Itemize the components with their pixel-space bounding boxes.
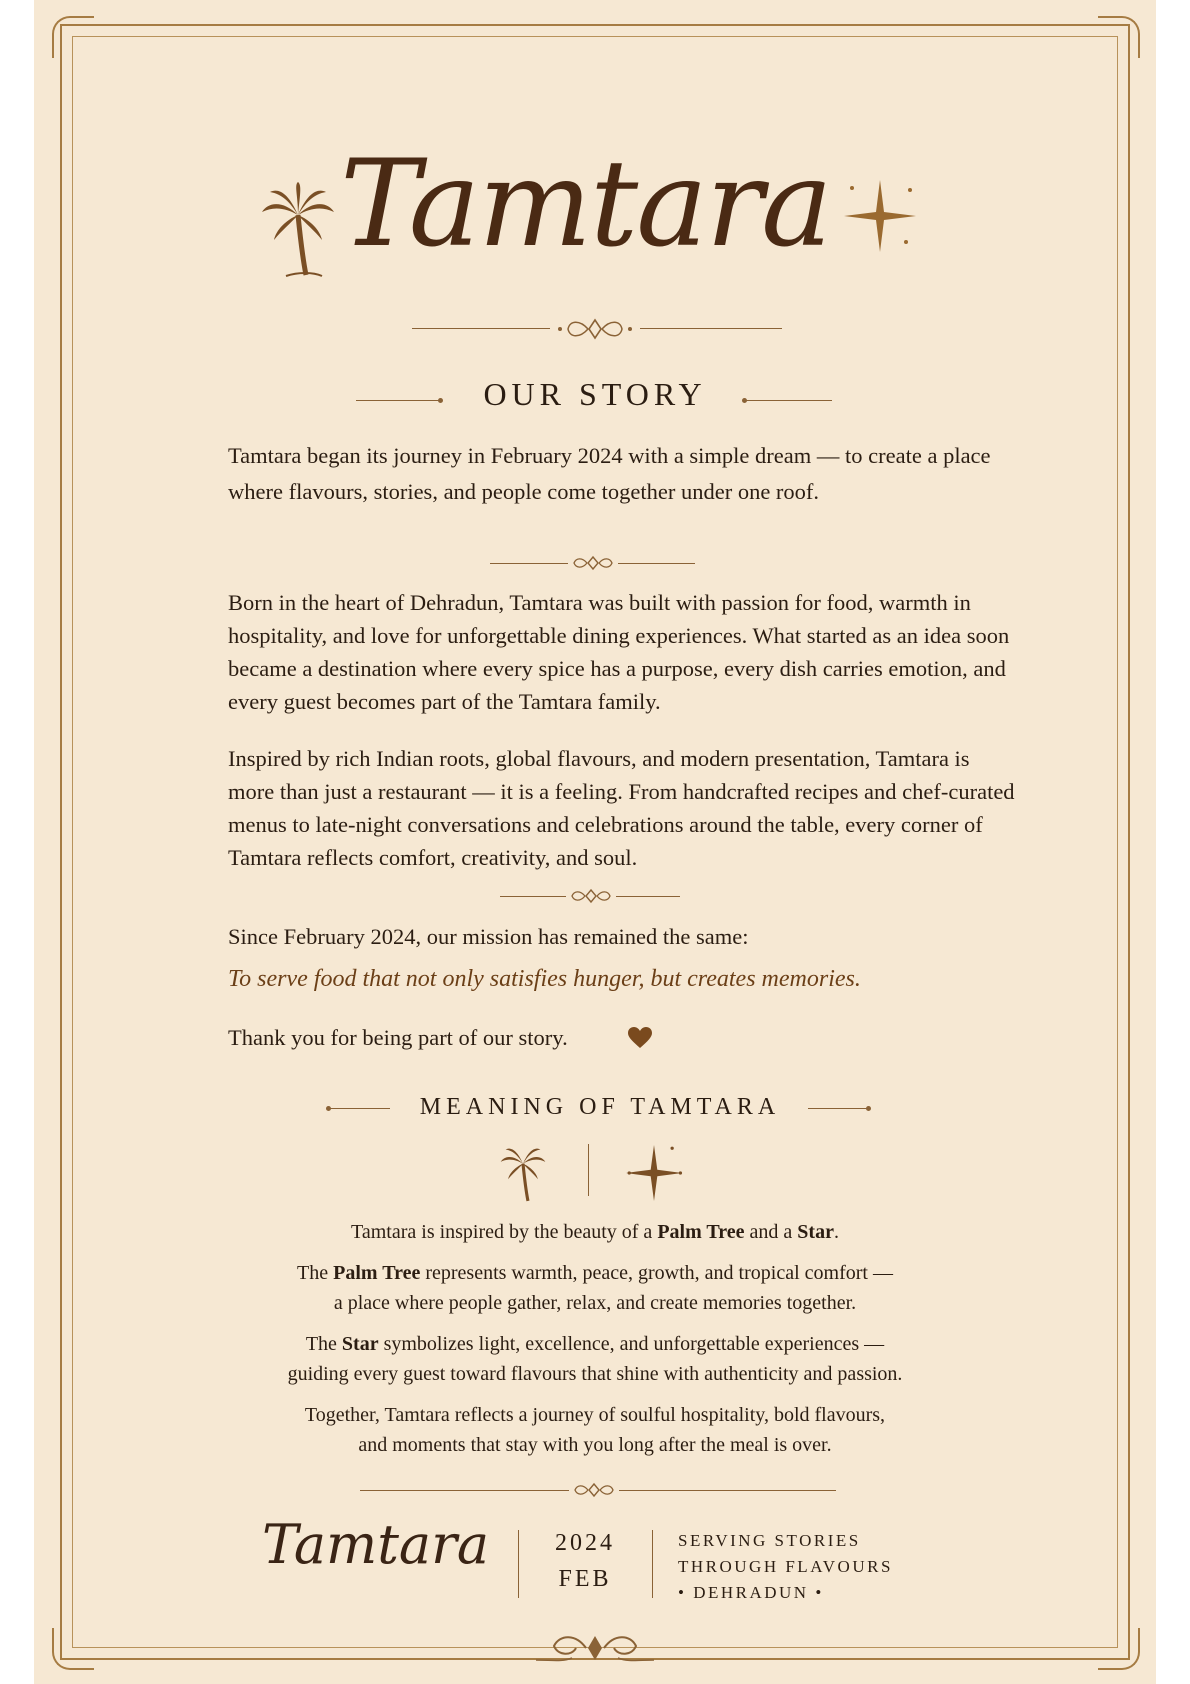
meaning-text: represents warmth, peace, growth, and tropical comfort — [420,1262,893,1284]
meaning-intro [200,1217,990,1247]
footer-tagline [678,1528,938,1606]
flourish-ornament-icon [566,1481,622,1499]
meaning-text: symbolizes light, excellence, and unforgettable experiences — [378,1333,885,1355]
mission-intro: Since February 2024, our mission has remained the same: [228,924,749,949]
heading-rule-left [356,400,442,401]
heading-rule-dot [866,1106,871,1111]
tagline-line: • DEHRADUN • [678,1583,824,1602]
story-paragraph: Born in the heart of Dehradun, Tamtara was built with passion for food, warmth in hospitality, and love for unforgettable dining experiences. What started as an idea soon became a destination where every spice has a purpose, every dish carries emotion, and every guest becomes part of the Tamtara family. [228,590,1010,714]
meaning-text: . [833,1221,839,1243]
flourish-ornament-icon [550,316,640,342]
meaning-bold: Palm Tree [657,1221,745,1243]
meaning-text: The [305,1333,342,1355]
meaning-heading: MEANING OF TAMTARA [419,1094,781,1120]
flourish-ornament-icon [566,887,616,905]
flourish-ornament-icon [532,1630,658,1666]
meaning-text: The [297,1262,334,1284]
palm-tree-icon [498,1142,548,1204]
corner-ornament [52,16,94,58]
flourish-ornament-icon [568,554,618,572]
thanks-text [228,1021,568,1054]
meaning-text: and a [744,1221,798,1243]
palm-tree-icon [258,180,338,280]
together-meaning [200,1400,990,1460]
meaning-bold: Star [341,1333,379,1355]
corner-ornament [1098,1628,1140,1670]
icon-separator [588,1144,589,1196]
meaning-text: Tamtara is inspired by the beauty of a [351,1221,658,1243]
meaning-bold: Palm Tree [333,1262,421,1284]
corner-ornament [52,1628,94,1670]
brand-title: Tamtara [340,135,831,274]
mission-statement: To serve food that not only satisfies hunger, but creates memories. [228,966,861,992]
heart-icon [628,1027,652,1049]
tagline-line: THROUGH FLAVOURS [678,1557,893,1576]
star-meaning [200,1329,990,1389]
meaning-bold: Star [797,1221,834,1243]
corner-ornament [1098,16,1140,58]
sparkle-star-icon [840,176,920,256]
thanks-label: Thank you for being part of our story. [228,1025,568,1050]
meaning-text: guiding every guest toward flavours that shine with authenticity and passion. [287,1363,903,1385]
meaning-text: and moments that stay with you long after the meal is over. [358,1434,832,1456]
story-intro: Tamtara began its journey in February 2024 with a simple dream — to create a place where flavours, stories, and people come together under one roof. [228,443,991,504]
heading-rule-right [808,1108,868,1109]
tagline-line: SERVING STORIES [678,1531,861,1550]
meaning-text: Together, Tamtara reflects a journey of soulful hospitality, bold flavours, [304,1404,886,1426]
footer-logo: Tamtara [262,1513,490,1576]
footer-separator [518,1530,519,1598]
footer-month: FEB [558,1566,612,1592]
meaning-text: a place where people gather, relax, and create memories together. [333,1292,857,1314]
sparkle-star-icon [618,1140,690,1206]
heading-rule-right [746,400,832,401]
story-paragraph: Inspired by rich Indian roots, global flavours, and modern presentation, Tamtara is more than just a restaurant — it is a feeling. From handcrafted recipes and chef-curated menus to late-night conversations and celebrations around the table, every corner of Tamtara reflects comfort, creativity, and soul. [228,746,1015,870]
footer-separator [652,1530,653,1598]
our-story-heading: OUR STORY [483,376,707,412]
heading-rule-left [330,1108,390,1109]
heading-rule-dot [326,1106,331,1111]
footer-year: 2024 [555,1530,615,1556]
palm-meaning [200,1258,990,1318]
